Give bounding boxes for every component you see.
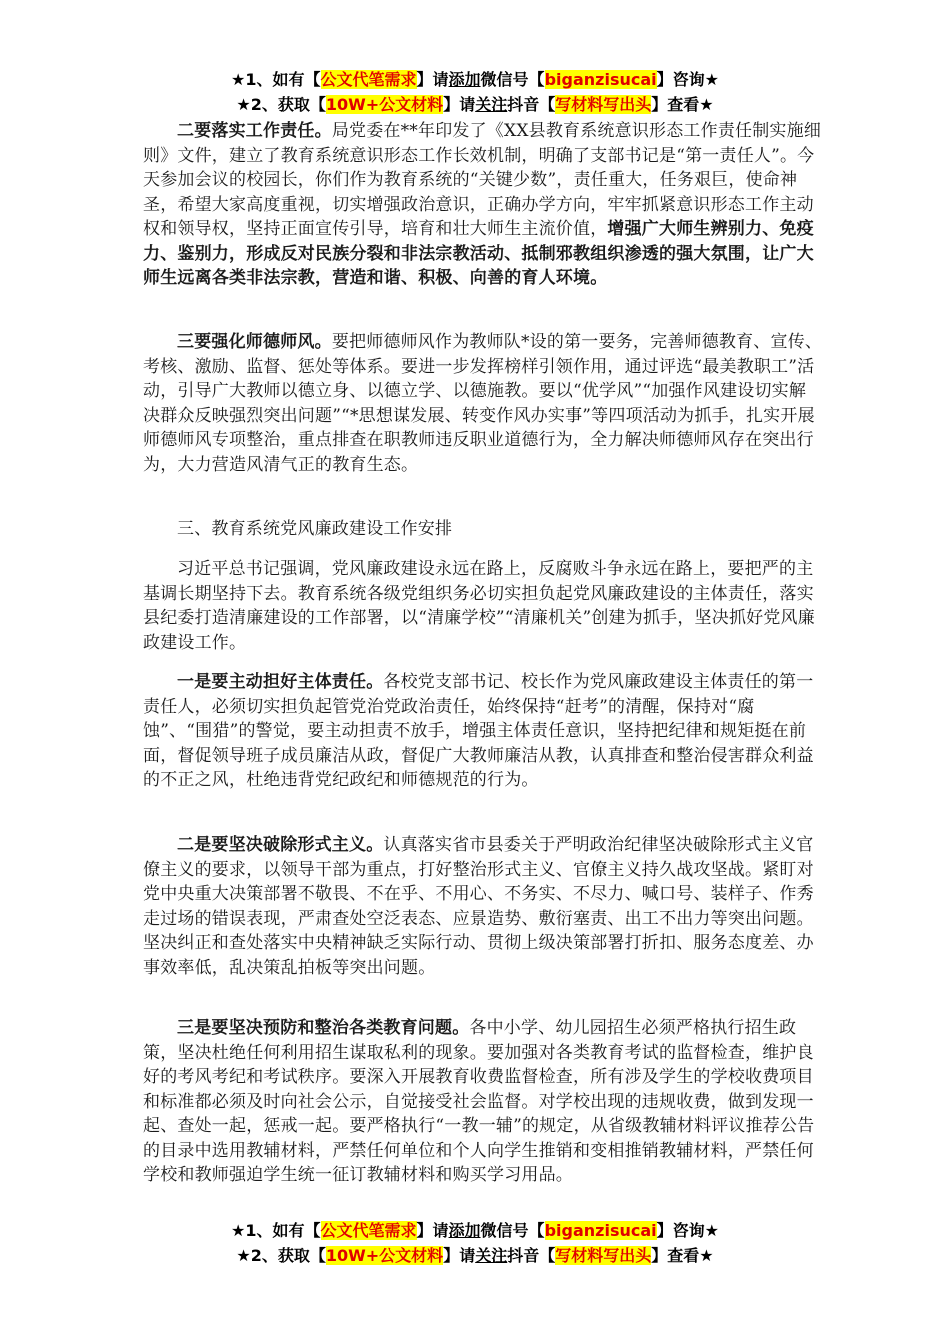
ad-underline: 关注 <box>475 95 508 114</box>
ad-highlight: 写材料写出头 <box>555 95 652 114</box>
section-heading-text: 三、教育系统党风廉政建设工作安排 <box>177 519 453 539</box>
ad-text: 】请 <box>416 70 449 89</box>
ad-text: 】请 <box>416 1221 449 1240</box>
paragraph-main-responsibility <box>143 670 823 793</box>
ad-line-2-top <box>0 93 950 117</box>
paragraph-lead: 三是要坚决预防和整治各类教育问题。 <box>177 1018 470 1038</box>
ad-underline: 添加 <box>448 1221 481 1240</box>
ad-highlight: 公文代笔需求 <box>320 70 417 89</box>
ad-text: 】请 <box>443 95 476 114</box>
ad-text: 抖音【 <box>507 1246 556 1265</box>
ad-text: 】查看★ <box>651 95 714 114</box>
ad-text: 】咨询★ <box>656 70 719 89</box>
ad-text: ★1、如有【 <box>231 1221 321 1240</box>
ad-text: 抖音【 <box>507 95 556 114</box>
paragraph-body: 认真落实省市县委关于严明政治纪律坚决破除形式主义官僚主义的要求，以领导干部为重点，打好整治形式主义、官僚主义持久战攻坚战。紧盯对党中央重大决策部署不敬畏、不在乎、不用心、不务实、不尽力、喊口号、装样子、作秀走过场的错误表现，严肃查处空泛表态、应景造势、敷衍塞责、出工不出力等突出问题。坚决纠正和查处落实中央精神缺乏实际行动、贯彻上级决策部署打折扣、服务态度差、办事效率低，乱决策乱拍板等突出问题。 <box>143 835 814 978</box>
ad-underline: 添加 <box>448 70 481 89</box>
ad-text: ★2、获取【 <box>236 95 326 114</box>
ad-line-1-top <box>0 68 950 92</box>
ad-highlight: 10W+公文材料 <box>325 1246 444 1265</box>
paragraph-lead: 三要强化师德师风。 <box>177 332 332 352</box>
ad-highlight: biganzisucai <box>544 70 657 89</box>
paragraph-education-issues <box>143 1016 823 1188</box>
paragraph-implement-responsibility <box>143 119 823 291</box>
ad-highlight: 写材料写出头 <box>555 1246 652 1265</box>
ad-text: 微信号【 <box>480 70 545 89</box>
paragraph-bold-tail: 增强广大师生辨别力、免疫力、鉴别力，形成反对民族分裂和非法宗教活动、抵制邪教组织渗透的强大氛围，让广大师生远离各类非法宗教，营造和谐、积极、向善的育人环境。 <box>143 219 814 288</box>
ad-highlight: 公文代笔需求 <box>320 1221 417 1240</box>
paragraph-teacher-ethics <box>143 330 823 477</box>
ad-underline: 关注 <box>475 1246 508 1265</box>
paragraph-body: 局党委在**年印发了《XX县教育系统意识形态工作责任制实施细则》文件，建立了教育系统意识形态工作长效机制，明确了支部书记是“第一责任人”。今天参加会议的校园长，你们作为教育系统的“关键少数”，责任重大，任务艰巨，使命神圣，希望大家高度重视，切实增强政治意识，正确办学方向，牢牢抓紧意识形态工作主动权和领导权，坚持正面宣传引导，培育和壮大师生主流价值， <box>143 121 822 239</box>
paragraph-body: 各校党支部书记、校长作为党风廉政建设主体责任的第一责任人，必须切实担负起管党治党政治责任，始终保持“赶考”的清醒，保持对“腐蚀”、“围猎”的警觉，要主动担责不放手，增强主体责任意识，坚持把纪律和规矩挺在前面，督促领导班子成员廉洁从政，督促广大教师廉洁从教，认真排查和整治侵害群众利益的不正之风，杜绝违背党纪政纪和师德规范的行为。 <box>143 672 814 790</box>
ad-text: 】咨询★ <box>656 1221 719 1240</box>
ad-highlight: 10W+公文材料 <box>325 95 444 114</box>
ad-highlight: biganzisucai <box>544 1221 657 1240</box>
paragraph-lead: 二是要坚决破除形式主义。 <box>177 835 384 855</box>
ad-text: 】查看★ <box>651 1246 714 1265</box>
paragraph-body: 要把师德师风作为教师队*设的第一要务，完善师德教育、宣传、考核、激励、监督、惩处等体系。要进一步发挥榜样引领作用，通过评选“最美教职工”活动，引导广大教师以德立身、以德立学、以德施教。要以“优学风”“加强作风建设切实解决群众反映强烈突出问题”“*思想谋发展、转变作风办实事”等四项活动为抓手，扎实开展师德师风专项整治，重点排查在职教师违反职业道德行为，全力解决师德师风存在突出行为，大力营造风清气正的教育生态。 <box>143 332 823 475</box>
paragraph-intro <box>143 557 823 655</box>
paragraph-lead: 二要落实工作责任。 <box>177 121 332 141</box>
ad-line-2-bottom <box>0 1244 950 1268</box>
ad-text: ★2、获取【 <box>236 1246 326 1265</box>
paragraph-formalism <box>143 833 823 980</box>
ad-line-1-bottom <box>0 1219 950 1243</box>
ad-text: 微信号【 <box>480 1221 545 1240</box>
paragraph-body: 习近平总书记强调，党风廉政建设永远在路上，反腐败斗争永远在路上，要把严的主基调长期坚持下去。教育系统各级党组织务必切实担负起党风廉政建设的主体责任，落实县纪委打造清廉建设的工作部署，以“清廉学校”“清廉机关”创建为抓手，坚决抓好党风廉政建设工作。 <box>143 559 815 653</box>
ad-text: ★1、如有【 <box>231 70 321 89</box>
paragraph-lead: 一是要主动担好主体责任。 <box>177 672 384 692</box>
section-heading <box>143 517 823 542</box>
ad-text: 】请 <box>443 1246 476 1265</box>
paragraph-body: 各中小学、幼儿园招生必须严格执行招生政策，坚决杜绝任何利用招生谋取私利的现象。要加强对各类教育考试的监督检查，维护良好的考风考纪和考试秩序。要深入开展教育收费监督检查，所有涉及学生的学校收费项目和标准都必须及时向社会公示，自觉接受社会监督。对学校出现的违规收费，做到发现一起、查处一起，惩戒一起。要严格执行“一教一辅”的规定，从省级教辅材料评议推荐公告的目录中选用教辅材料，严禁任何单位和个人向学生推销和变相推销教辅材料，严禁任何学校和教师强迫学生统一征订教辅材料和购买学习用品。 <box>143 1018 815 1185</box>
